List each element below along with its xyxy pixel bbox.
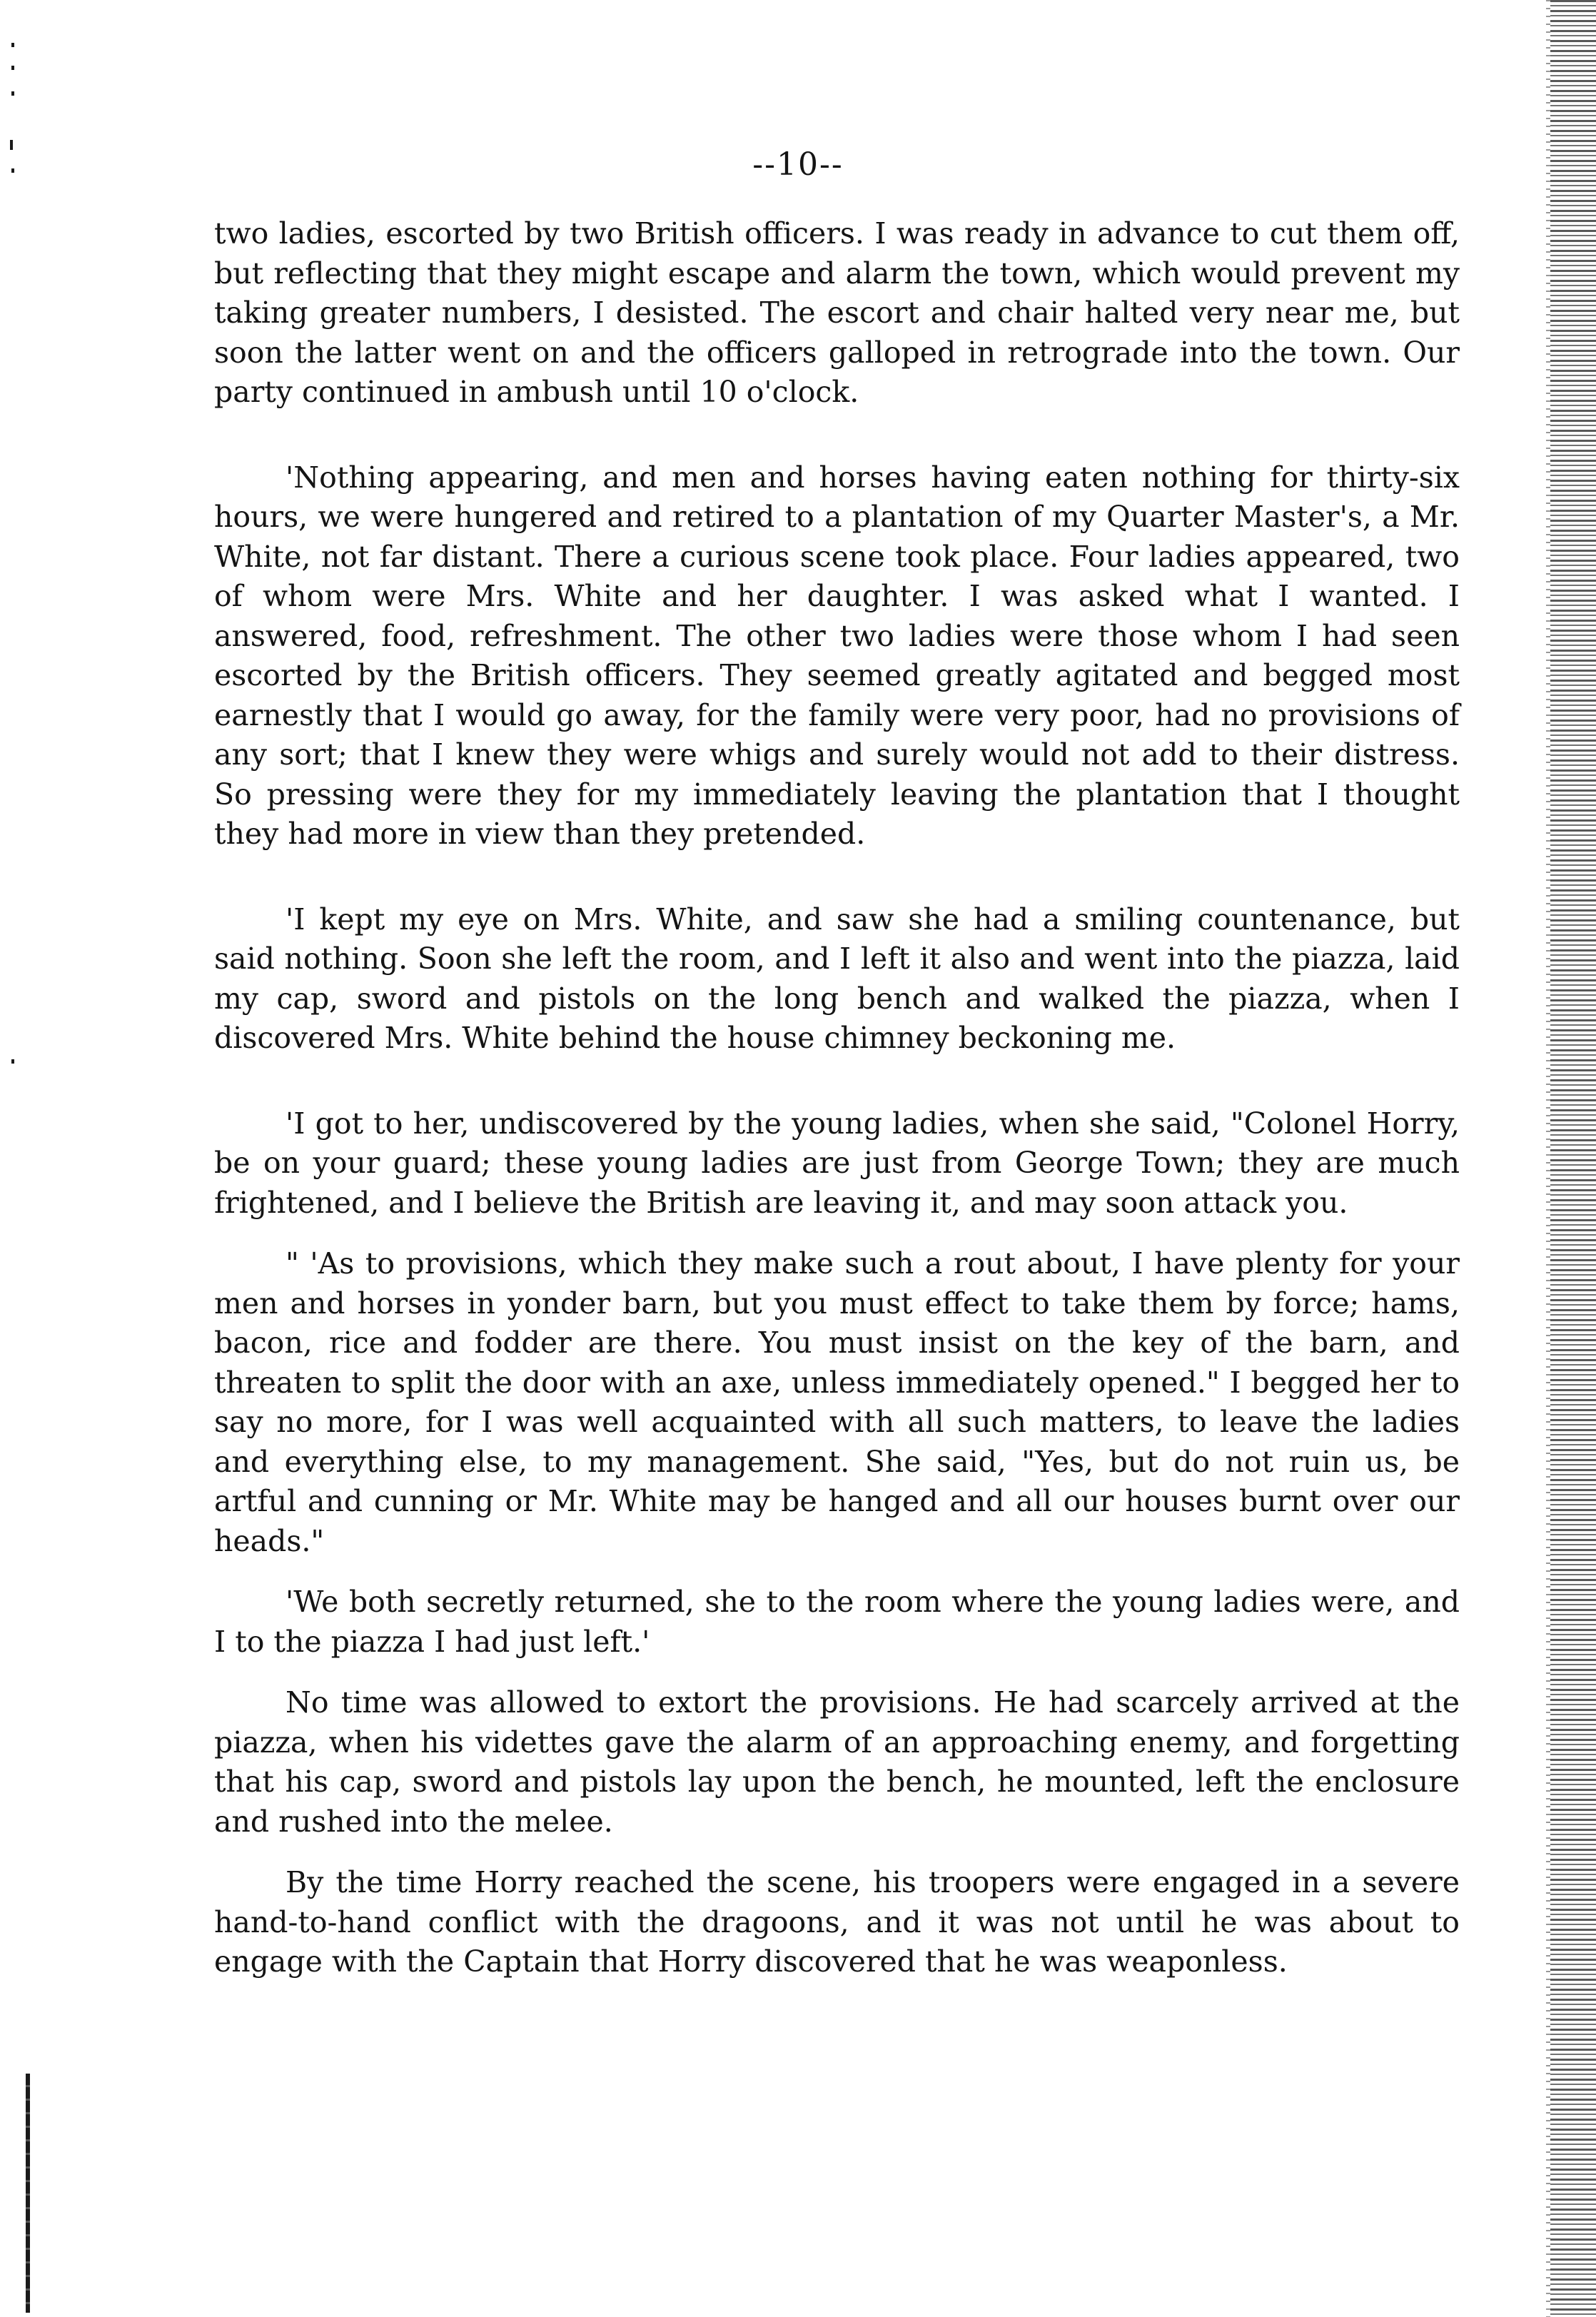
paragraph: " 'As to provisions, which they make such a rout about, I have plenty for your men and horses in yonder barn, but you must effect to take them by force; hams, bacon, rice and fodder are there. You must insist on the key of the barn, and threaten to split the door with an axe, unless immediately opened." I begged her to say no more, for I was well acquainted with all such matters, to leave the ladies and everything else, to my management. She said, "Yes, but do not ruin us, be artful and cunning or Mr. White may be hanged and all our houses burnt over our heads." <box>214 1246 1460 1558</box>
paragraph: No time was allowed to extort the provisions. He had scarcely arrived at the piazza, when his videttes gave the alarm of an approaching enemy, and forgetting that his cap, sword and pistols lay upon the bench, he mounted, left the enclosure and rushed into the melee. <box>214 1685 1460 1839</box>
paragraph: By the time Horry reached the scene, his troopers were engaged in a severe hand-to-hand conflict with the dragoons, and it was not until he was about to engage with the Captain that Horry discovered that he was weaponless. <box>214 1865 1460 1979</box>
scan-binding-shadow <box>1546 0 1550 2317</box>
margin-mark <box>11 43 14 47</box>
paragraph: 'I kept my eye on Mrs. White, and saw she had a smiling countenance, but said nothing. Soon she left the room, and I left it also and went into the piazza, laid my cap, sword and pistols on the long bench and walked the piazza, when I discovered Mrs. White behind the house chimney beckoning me. <box>214 902 1460 1055</box>
scan-binding-edge <box>1550 0 1596 2317</box>
paragraph: two ladies, escorted by two British officers. I was ready in advance to cut them off, but reflecting that they might escape and alarm the town, which would prevent my taking greater numbers, I desisted. The escort and chair halted very near me, but soon the latter went on and the officers galloped in retrograde into the town. Our party continued in ambush until 10 o'clock. <box>214 216 1460 409</box>
paragraph: 'Nothing appearing, and men and horses having eaten nothing for thirty-six hours, we were hungered and retired to a plantation of my Quarter Master's, a Mr. White, not far distant. There a curious scene took place. Four ladies appeared, two of whom were Mrs. White and her daughter. I was asked what I wanted. I answered, food, refreshment. The other two ladies were those whom I had seen escorted by the British officers. They seemed greatly agitated and begged most earnestly that I would go away, for the family were very poor, had no provisions of any sort; that I knew they were whigs and surely would not add to their distress. So pressing were they for my immediately leaving the plantation that I thought they had more in view than they pretended. <box>214 460 1460 851</box>
page-number: --10-- <box>752 146 844 183</box>
body-text <box>214 214 1460 1982</box>
margin-mark <box>11 1059 14 1064</box>
scan-left-rule <box>26 2074 30 2313</box>
margin-mark <box>11 66 14 70</box>
paragraph: 'We both secretly returned, she to the room where the young ladies were, and I to the piazza I had just left.' <box>214 1585 1460 1659</box>
paragraph: 'I got to her, undiscovered by the young ladies, when she said, "Colonel Horry, be on your guard; these young ladies are just from George Town; they are much frightened, and I believe the British are leaving it, and may soon attack you. <box>214 1106 1460 1220</box>
margin-mark <box>11 91 14 96</box>
